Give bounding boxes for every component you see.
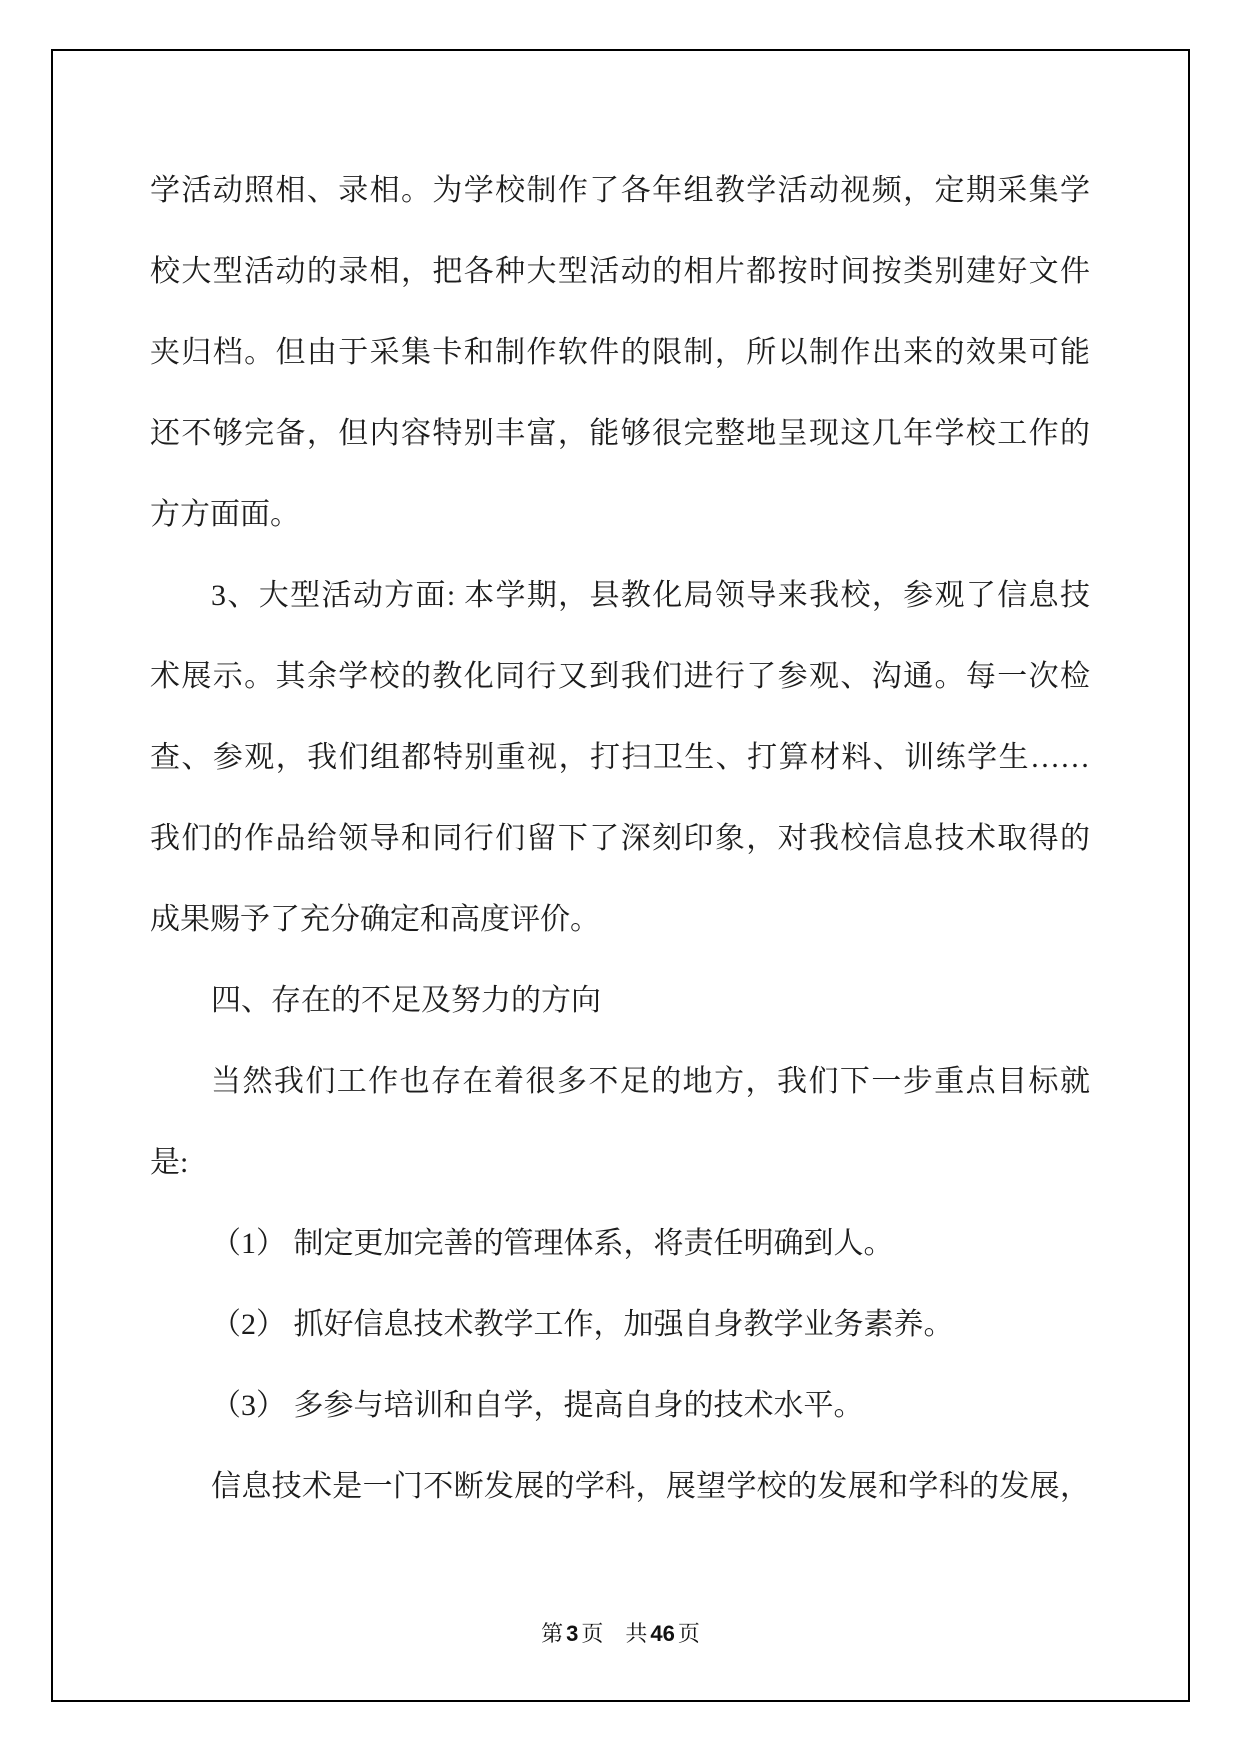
text-line: 我们的作品给领导和同行们留下了深刻印象，对我校信息技术取得的 (150, 822, 1090, 855)
text-line: 四、存在的不足及努力的方向 (211, 984, 601, 1017)
text-line: 查、参观，我们组都特别重视，打扫卫生、打算材料、训练学生…… (150, 741, 1090, 774)
text-line: 学活动照相、录相。为学校制作了各年组教学活动视频，定期采集学 (150, 174, 1090, 207)
text-line: 还不够完备，但内容特别丰富，能够很完整地呈现这几年学校工作的 (150, 417, 1090, 450)
text-line: （1） 制定更加完善的管理体系，将责任明确到人。 (211, 1227, 894, 1260)
footer-total-number: 46 (650, 1621, 675, 1646)
document-text (150, 150, 1090, 1527)
text-line: （3） 多参与培训和自学，提高自身的技术水平。 (211, 1389, 864, 1422)
footer-total-prefix: 共 (625, 1621, 648, 1646)
footer-total-suffix: 页 (677, 1621, 700, 1646)
text-line: 校大型活动的录相，把各种大型活动的相片都按时间按类别建好文件 (150, 255, 1090, 288)
text-line: 信息技术是一门不断发展的学科，展望学校的发展和学科的发展， (211, 1470, 1090, 1503)
text-line: 夹归档。但由于采集卡和制作软件的限制，所以制作出来的效果可能 (150, 336, 1090, 369)
footer-page-number: 3 (566, 1621, 579, 1646)
footer-page-suffix: 页 (581, 1621, 604, 1646)
text-line: （2） 抓好信息技术教学工作，加强自身教学业务素养。 (211, 1308, 954, 1341)
text-line: 成果赐予了充分确定和高度评价。 (150, 903, 600, 936)
text-line: 方方面面。 (150, 498, 300, 531)
page-footer (0, 1620, 1241, 1648)
footer-page-prefix: 第 (541, 1621, 564, 1646)
text-line: 3、大型活动方面: 本学期，县教化局领导来我校，参观了信息技 (211, 579, 1090, 612)
text-line: 术展示。其余学校的教化同行又到我们进行了参观、沟通。每一次检 (150, 660, 1090, 693)
text-line: 是: (150, 1146, 189, 1179)
text-line: 当然我们工作也存在着很多不足的地方，我们下一步重点目标就 (211, 1065, 1090, 1098)
